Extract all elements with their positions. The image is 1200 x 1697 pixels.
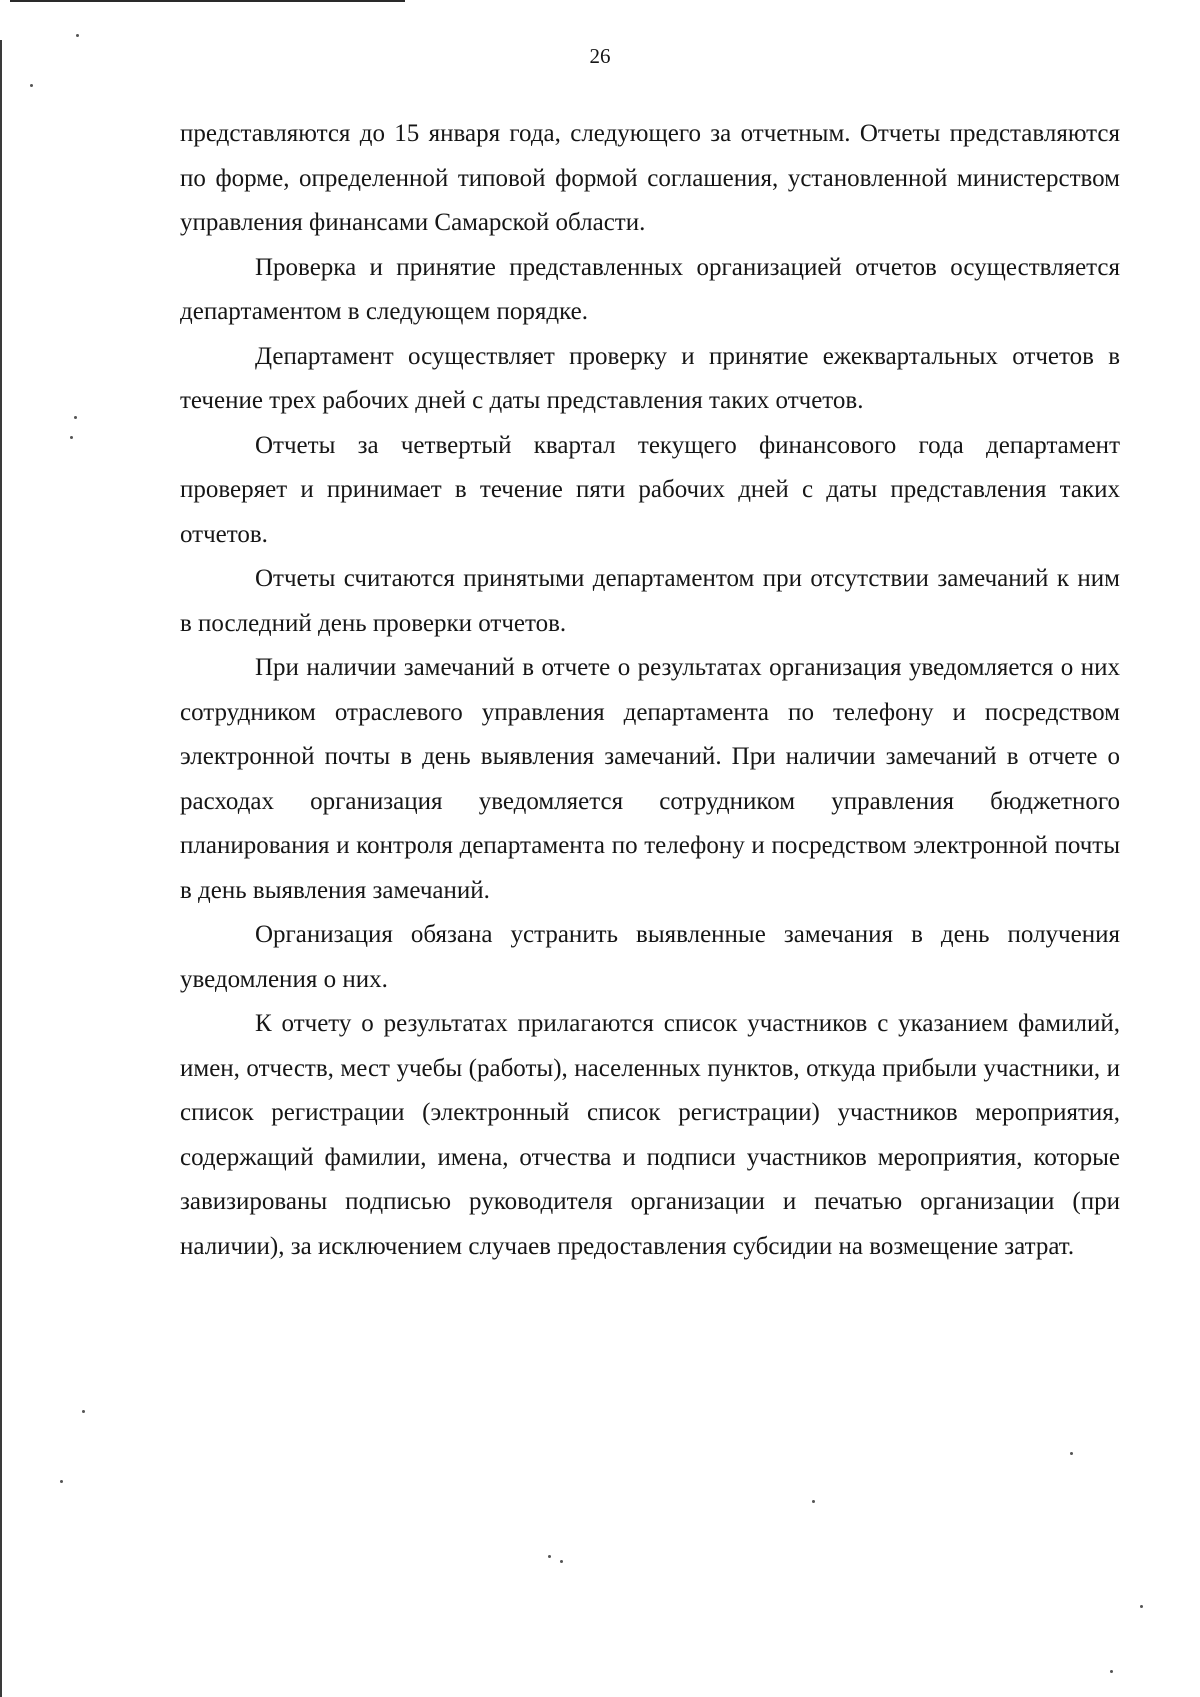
scan-speck	[70, 436, 73, 439]
paragraph-5: Отчеты считаются принятыми департаментом при отсутствии замечаний к ним в последний день проверки отчетов.	[180, 565, 1120, 637]
scan-speck	[548, 1555, 551, 1558]
document-body	[180, 112, 1120, 1269]
scan-speck	[82, 1410, 85, 1413]
scan-speck	[76, 34, 79, 37]
scan-speck	[30, 84, 33, 87]
scan-speck	[60, 1480, 63, 1483]
scan-speck	[74, 416, 77, 419]
paragraph-3: Департамент осуществляет проверку и принятие ежеквартальных отчетов в течение трех рабочих дней с даты представления таких отчетов.	[180, 342, 1120, 414]
page-number: 26	[589, 44, 611, 68]
scan-speck	[560, 1560, 563, 1563]
paragraph-6: При наличии замечаний в отчете о результатах организация уведомляется о них сотрудником отраслевого управления департамента по телефону и посредством электронной почты в день выявления замечаний. При наличии замечаний в отчете о расходах организация уведомляется сотрудником управления бюджетного планирования и контроля департамента по телефону и посредством электронной почты в день выявления замечаний.	[180, 654, 1120, 904]
scan-speck	[812, 1500, 815, 1503]
paragraph-7: Организация обязана устранить выявленные замечания в день получения уведомления о них.	[180, 921, 1120, 993]
scan-speck	[1140, 1605, 1143, 1608]
paragraph-2: Проверка и принятие представленных организацией отчетов осуществляется департаментом в следующем порядке.	[180, 253, 1120, 325]
top-scan-edge	[10, 0, 405, 2]
paragraph-8: К отчету о результатах прилагаются список участников с указанием фамилий, имен, отчеств, мест учебы (работы), населенных пунктов, откуда прибыли участники, и список регистрации (электронный список регистрации) участников мероприятия, содержащий фамилии, имена, отчества и подписи участников мероприятия, которые завизированы подписью руководителя организации и печатью организации (при наличии), за исключением случаев предоставления субсидии на возмещение затрат.	[180, 1010, 1120, 1260]
scan-speck	[1110, 1670, 1113, 1673]
paragraph-4: Отчеты за четвертый квартал текущего финансового года департамент проверяет и принимает в течение пяти рабочих дней с даты представления таких отчетов.	[180, 431, 1120, 548]
paragraph-1: представляются до 15 января года, следующего за отчетным. Отчеты представляются по форме, определенной типовой формой соглашения, установленной министерством управления финансами Самарской области.	[180, 120, 1120, 236]
scan-speck	[1070, 1452, 1073, 1455]
left-scan-edge	[0, 40, 2, 1697]
